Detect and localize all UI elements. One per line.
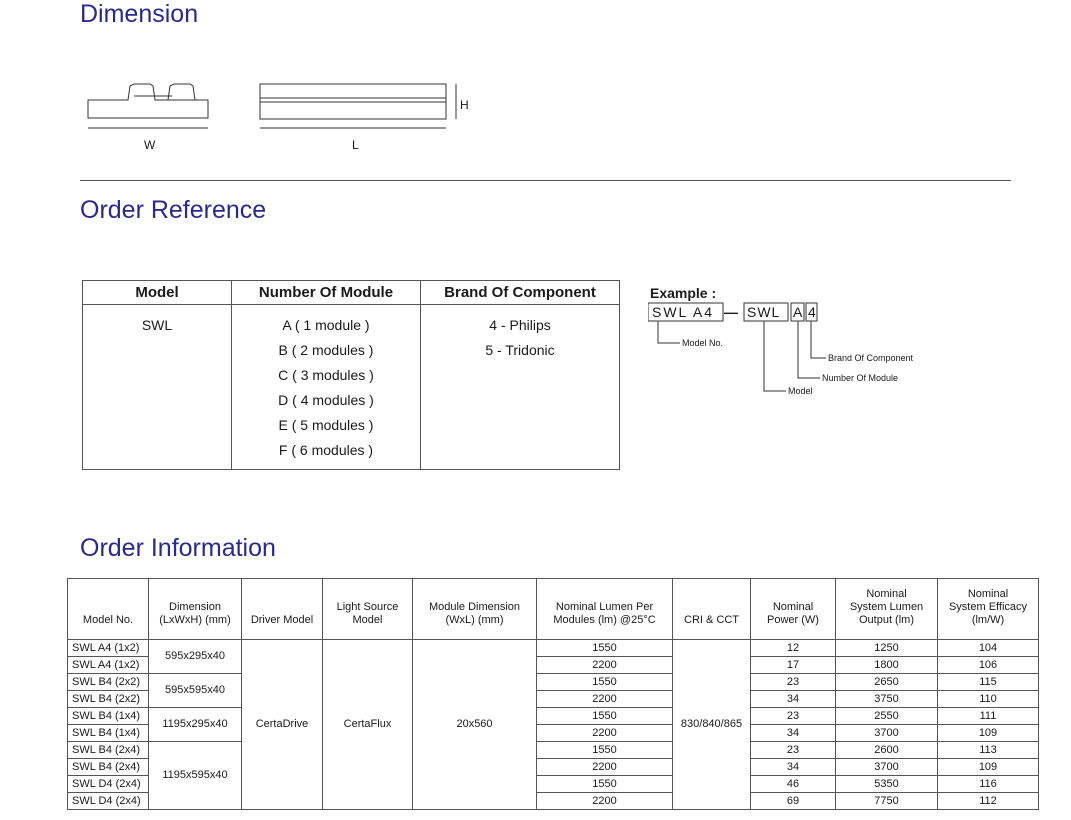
l-label: L [352, 138, 359, 152]
order-reference-heading: Order Reference [80, 196, 267, 224]
info-header-efficacy: Nominal System Efficacy (lm/W) [938, 579, 1039, 640]
example-code-model: SWL [747, 304, 781, 320]
cell-power: 23 [751, 674, 836, 691]
example-connector-model-no [658, 321, 680, 343]
cell-dimension: 595x295x40 [149, 640, 242, 674]
cell-lumen: 2200 [537, 657, 673, 674]
ref-header-brand: Brand Of Component [421, 281, 620, 305]
ref-module-item: A ( 1 module ) [282, 317, 370, 333]
cell-power: 34 [751, 691, 836, 708]
info-header-power: Nominal Power (W) [751, 579, 836, 640]
cell-lumen: 1550 [537, 742, 673, 759]
example-code-left: SWL A4 [652, 304, 715, 320]
info-header-module-dimension: Module Dimension (WxL) (mm) [413, 579, 537, 640]
cell-power: 46 [751, 776, 836, 793]
info-header-cri-cct: CRI & CCT [673, 579, 751, 640]
cell-model: SWL A4 (1x2) [68, 640, 149, 657]
cell-power: 34 [751, 759, 836, 776]
cell-output: 1250 [836, 640, 938, 657]
cell-lumen: 2200 [537, 691, 673, 708]
cell-cri-cct: 830/840/865 [673, 640, 751, 810]
section-divider [80, 180, 1011, 181]
ref-cell-modules [232, 305, 421, 470]
example-label-brand: Brand Of Component [828, 353, 914, 363]
cell-efficacy: 109 [938, 759, 1039, 776]
cell-lumen: 2200 [537, 759, 673, 776]
cell-lumen: 1550 [537, 776, 673, 793]
ref-module-item: B ( 2 modules ) [278, 342, 374, 358]
ref-model-value: SWL [141, 317, 173, 333]
info-header-dimension: Dimension (LxWxH) (mm) [149, 579, 242, 640]
info-header-driver-model: Driver Model [242, 579, 323, 640]
info-header-lumen-per-module: Nominal Lumen Per Modules (lm) @25°C [537, 579, 673, 640]
table-row [68, 640, 1039, 657]
example-label-model: Model [788, 386, 813, 396]
cell-efficacy: 115 [938, 674, 1039, 691]
front-profile-shape [88, 84, 208, 118]
example-label-model-no: Model No. [682, 338, 724, 348]
ref-cell-brand [421, 305, 620, 470]
cell-dimension: 595x595x40 [149, 674, 242, 708]
cell-efficacy: 111 [938, 708, 1039, 725]
cell-light-source: CertaFlux [323, 640, 413, 810]
ref-brand-item: 4 - Philips [489, 317, 551, 333]
ref-cell-model [83, 305, 232, 470]
cell-output: 5350 [836, 776, 938, 793]
cell-output: 1800 [836, 657, 938, 674]
cell-power: 34 [751, 725, 836, 742]
example-code-brand: 4 [808, 304, 816, 320]
cell-power: 23 [751, 708, 836, 725]
cell-model: SWL B4 (1x4) [68, 725, 149, 742]
ref-module-item: C ( 3 modules ) [278, 367, 374, 383]
cell-lumen: 1550 [537, 708, 673, 725]
ref-header-model: Model [83, 281, 232, 305]
w-label: W [144, 138, 156, 152]
table-row [68, 674, 1039, 691]
cell-model: SWL B4 (2x2) [68, 691, 149, 708]
example-code-dash: — [724, 304, 738, 320]
cell-lumen: 1550 [537, 674, 673, 691]
cell-model: SWL B4 (2x4) [68, 759, 149, 776]
ref-module-item: F ( 6 modules ) [278, 442, 374, 458]
info-header-system-lumen: Nominal System Lumen Output (lm) [836, 579, 938, 640]
cell-efficacy: 112 [938, 793, 1039, 810]
cell-efficacy: 106 [938, 657, 1039, 674]
cell-output: 3700 [836, 725, 938, 742]
example-connector-model [764, 321, 786, 391]
cell-model: SWL B4 (1x4) [68, 708, 149, 725]
ref-brand-item: 5 - Tridonic [485, 342, 555, 358]
order-reference-table [82, 280, 620, 470]
h-label: H [460, 98, 469, 112]
table-row [68, 708, 1039, 725]
cell-model: SWL A4 (1x2) [68, 657, 149, 674]
ref-module-item: D ( 4 modules ) [278, 392, 374, 408]
cell-efficacy: 113 [938, 742, 1039, 759]
cell-model: SWL D4 (2x4) [68, 793, 149, 810]
cell-efficacy: 104 [938, 640, 1039, 657]
order-information-table [67, 578, 1039, 810]
cell-output: 3750 [836, 691, 938, 708]
info-header-light-source: Light Source Model [323, 579, 413, 640]
cell-lumen: 1550 [537, 640, 673, 657]
order-information-heading: Order Information [80, 534, 276, 562]
example-connector-module [798, 321, 820, 378]
cell-efficacy: 110 [938, 691, 1039, 708]
dimension-drawing [80, 78, 500, 158]
cell-efficacy: 116 [938, 776, 1039, 793]
cell-output: 2550 [836, 708, 938, 725]
cell-lumen: 2200 [537, 725, 673, 742]
table-row [68, 742, 1039, 759]
info-header-model-no: Model No. [68, 579, 149, 640]
cell-model: SWL B4 (2x4) [68, 742, 149, 759]
cell-lumen: 2200 [537, 793, 673, 810]
cell-power: 23 [751, 742, 836, 759]
cell-output: 2650 [836, 674, 938, 691]
ref-header-modules: Number Of Module [232, 281, 421, 305]
cell-output: 3700 [836, 759, 938, 776]
order-example-diagram [648, 284, 948, 404]
cell-output: 7750 [836, 793, 938, 810]
cell-output: 2600 [836, 742, 938, 759]
cell-efficacy: 109 [938, 725, 1039, 742]
example-title: Example : [650, 285, 717, 301]
cell-power: 17 [751, 657, 836, 674]
example-connector-brand [811, 321, 826, 358]
cell-model: SWL D4 (2x4) [68, 776, 149, 793]
cell-dimension: 1195x295x40 [149, 708, 242, 742]
cell-model: SWL B4 (2x2) [68, 674, 149, 691]
example-label-module: Number Of Module [822, 373, 899, 383]
cell-module-dimension: 20x560 [413, 640, 537, 810]
cell-power: 12 [751, 640, 836, 657]
example-code-module: A [793, 304, 803, 320]
cell-driver-model: CertaDrive [242, 640, 323, 810]
dimension-heading: Dimension [80, 0, 199, 28]
cell-power: 69 [751, 793, 836, 810]
cell-dimension: 1195x595x40 [149, 742, 242, 810]
ref-module-item: E ( 5 modules ) [278, 417, 374, 433]
